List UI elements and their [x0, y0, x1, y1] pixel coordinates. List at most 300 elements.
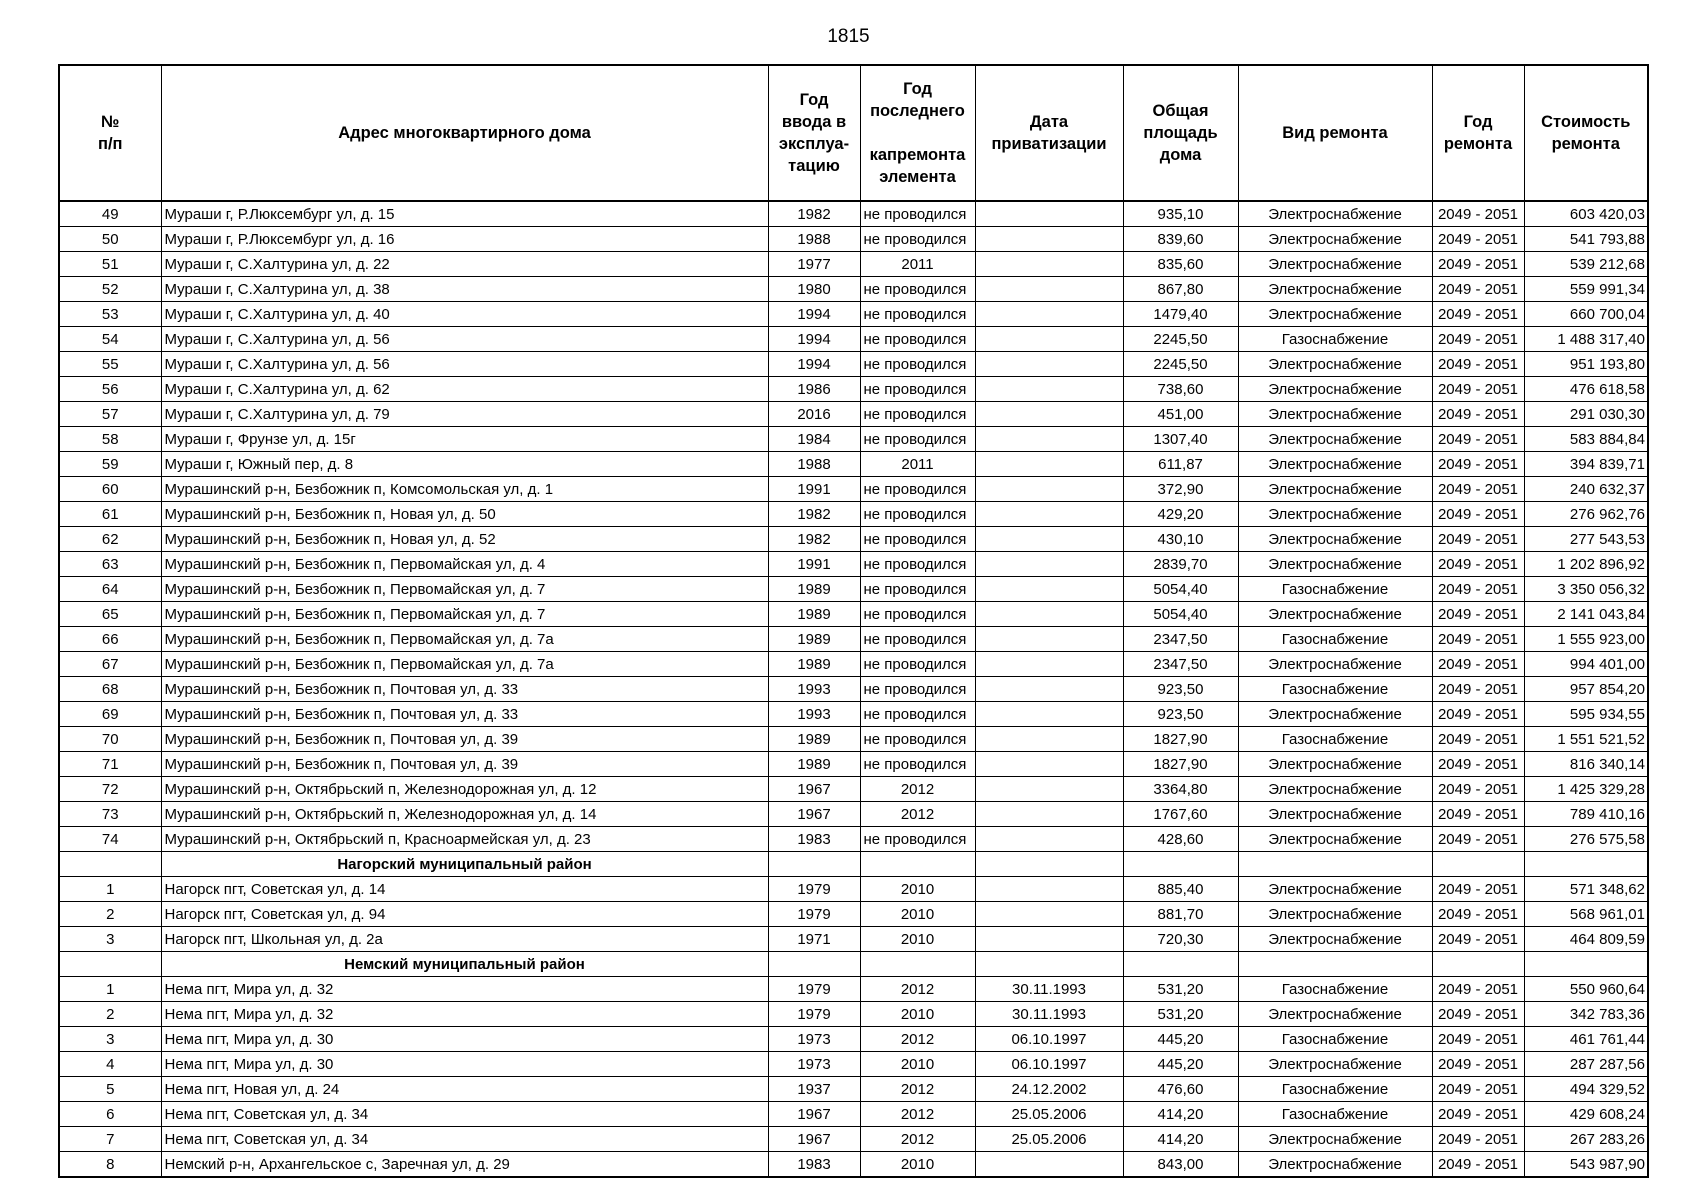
last-repair-cell: не проводился — [860, 752, 975, 777]
address-cell: Нагорск пгт, Советская ул, д. 14 — [161, 877, 768, 902]
privatization-cell — [975, 402, 1123, 427]
cost-cell: 342 783,36 — [1524, 1002, 1648, 1027]
row-number: 3 — [59, 1027, 161, 1052]
area-cell: 1827,90 — [1123, 727, 1238, 752]
privatization-cell — [975, 452, 1123, 477]
row-number: 1 — [59, 877, 161, 902]
repair-type-cell: Электроснабжение — [1238, 352, 1432, 377]
privatization-cell — [975, 277, 1123, 302]
repair-type-cell: Газоснабжение — [1238, 977, 1432, 1002]
address-cell: Нагорск пгт, Советская ул, д. 94 — [161, 902, 768, 927]
last-repair-cell: не проводился — [860, 201, 975, 227]
cost-cell: 276 575,58 — [1524, 827, 1648, 852]
table-row — [59, 752, 1648, 777]
area-cell: 1307,40 — [1123, 427, 1238, 452]
repair-type-cell: Электроснабжение — [1238, 652, 1432, 677]
cost-cell: 3 350 056,32 — [1524, 577, 1648, 602]
address-cell: Мураши г, Р.Люксембург ул, д. 16 — [161, 227, 768, 252]
privatization-cell: 30.11.1993 — [975, 1002, 1123, 1027]
row-number: 64 — [59, 577, 161, 602]
address-cell: Мурашинский р-н, Октябрьский п, Железнодорожная ул, д. 12 — [161, 777, 768, 802]
address-cell: Мураши г, Южный пер, д. 8 — [161, 452, 768, 477]
row-number — [59, 952, 161, 977]
repair-year-cell: 2049 - 2051 — [1432, 252, 1524, 277]
repair-year-cell: 2049 - 2051 — [1432, 377, 1524, 402]
address-cell: Мурашинский р-н, Безбожник п, Новая ул, д. 52 — [161, 527, 768, 552]
row-number: 52 — [59, 277, 161, 302]
year-built-cell: 1971 — [768, 927, 860, 952]
repair-type-cell: Газоснабжение — [1238, 1077, 1432, 1102]
privatization-cell: 06.10.1997 — [975, 1052, 1123, 1077]
table-row — [59, 402, 1648, 427]
repair-type-cell: Электроснабжение — [1238, 1152, 1432, 1178]
address-cell: Мурашинский р-н, Безбожник п, Новая ул, д. 50 — [161, 502, 768, 527]
address-cell: Мурашинский р-н, Безбожник п, Первомайская ул, д. 7 — [161, 577, 768, 602]
row-number: 50 — [59, 227, 161, 252]
year-built-cell: 1991 — [768, 477, 860, 502]
year-built-cell: 1989 — [768, 602, 860, 627]
privatization-cell — [975, 227, 1123, 252]
area-cell: 445,20 — [1123, 1052, 1238, 1077]
privatization-cell — [975, 527, 1123, 552]
area-cell: 5054,40 — [1123, 602, 1238, 627]
section-title: Немский муниципальный район — [161, 952, 768, 977]
table-row — [59, 802, 1648, 827]
repair-type-cell: Электроснабжение — [1238, 201, 1432, 227]
address-cell: Мураши г, С.Халтурина ул, д. 40 — [161, 302, 768, 327]
table-row — [59, 327, 1648, 352]
privatization-cell — [975, 802, 1123, 827]
repair-type-cell: Электроснабжение — [1238, 502, 1432, 527]
row-number: 56 — [59, 377, 161, 402]
table-row — [59, 977, 1648, 1002]
table-row — [59, 1027, 1648, 1052]
area-cell: 531,20 — [1123, 1002, 1238, 1027]
area-cell: 476,60 — [1123, 1077, 1238, 1102]
last-repair-cell: 2012 — [860, 1077, 975, 1102]
last-repair-cell: не проводился — [860, 827, 975, 852]
row-number: 70 — [59, 727, 161, 752]
last-repair-cell: 2010 — [860, 877, 975, 902]
repair-year-cell: 2049 - 2051 — [1432, 702, 1524, 727]
table-row — [59, 827, 1648, 852]
empty-cell — [975, 952, 1123, 977]
repair-type-cell: Газоснабжение — [1238, 727, 1432, 752]
year-built-cell: 1977 — [768, 252, 860, 277]
table-header — [59, 65, 1648, 201]
last-repair-cell: 2010 — [860, 1002, 975, 1027]
cost-cell: 550 960,64 — [1524, 977, 1648, 1002]
year-built-cell: 1973 — [768, 1027, 860, 1052]
repair-year-cell: 2049 - 2051 — [1432, 227, 1524, 252]
privatization-cell — [975, 702, 1123, 727]
last-repair-cell: не проводился — [860, 502, 975, 527]
cost-cell: 394 839,71 — [1524, 452, 1648, 477]
year-built-cell: 1967 — [768, 1127, 860, 1152]
privatization-cell — [975, 502, 1123, 527]
row-number: 8 — [59, 1152, 161, 1178]
privatization-cell — [975, 377, 1123, 402]
year-built-cell: 1979 — [768, 877, 860, 902]
address-cell: Мурашинский р-н, Безбожник п, Почтовая ул, д. 33 — [161, 702, 768, 727]
cost-cell: 568 961,01 — [1524, 902, 1648, 927]
last-repair-cell: не проводился — [860, 427, 975, 452]
year-built-cell: 1982 — [768, 527, 860, 552]
privatization-cell — [975, 577, 1123, 602]
repair-type-cell: Электроснабжение — [1238, 902, 1432, 927]
year-built-cell: 1979 — [768, 1002, 860, 1027]
year-built-cell: 1994 — [768, 352, 860, 377]
cost-cell: 543 987,90 — [1524, 1152, 1648, 1178]
address-cell: Мурашинский р-н, Безбожник п, Комсомольская ул, д. 1 — [161, 477, 768, 502]
row-number: 60 — [59, 477, 161, 502]
table-row — [59, 602, 1648, 627]
privatization-cell — [975, 627, 1123, 652]
repair-type-cell: Электроснабжение — [1238, 702, 1432, 727]
repair-type-cell: Электроснабжение — [1238, 777, 1432, 802]
year-built-cell: 1989 — [768, 577, 860, 602]
repair-type-cell: Электроснабжение — [1238, 802, 1432, 827]
last-repair-cell: не проводился — [860, 377, 975, 402]
year-built-cell: 1991 — [768, 552, 860, 577]
privatization-cell — [975, 727, 1123, 752]
privatization-cell — [975, 1152, 1123, 1178]
address-cell: Нагорск пгт, Школьная ул, д. 2а — [161, 927, 768, 952]
table-row — [59, 201, 1648, 227]
table-row — [59, 777, 1648, 802]
area-cell: 3364,80 — [1123, 777, 1238, 802]
privatization-cell — [975, 827, 1123, 852]
table-row — [59, 927, 1648, 952]
row-number: 57 — [59, 402, 161, 427]
row-number — [59, 852, 161, 877]
repair-year-cell: 2049 - 2051 — [1432, 727, 1524, 752]
repair-type-cell: Электроснабжение — [1238, 427, 1432, 452]
address-cell: Мурашинский р-н, Безбожник п, Первомайская ул, д. 4 — [161, 552, 768, 577]
table-row — [59, 1102, 1648, 1127]
last-repair-cell: не проводился — [860, 677, 975, 702]
repair-type-cell: Электроснабжение — [1238, 552, 1432, 577]
repair-year-cell: 2049 - 2051 — [1432, 1002, 1524, 1027]
privatization-cell — [975, 752, 1123, 777]
header-year-built: Год ввода в эксплуа- тацию — [768, 65, 860, 201]
address-cell: Мураши г, Р.Люксембург ул, д. 15 — [161, 201, 768, 227]
row-number: 61 — [59, 502, 161, 527]
cost-cell: 816 340,14 — [1524, 752, 1648, 777]
year-built-cell: 1979 — [768, 977, 860, 1002]
repair-year-cell: 2049 - 2051 — [1432, 1027, 1524, 1052]
row-number: 2 — [59, 1002, 161, 1027]
repair-year-cell: 2049 - 2051 — [1432, 302, 1524, 327]
year-built-cell: 1967 — [768, 777, 860, 802]
cost-cell: 660 700,04 — [1524, 302, 1648, 327]
privatization-cell — [975, 652, 1123, 677]
last-repair-cell: не проводился — [860, 477, 975, 502]
table-row — [59, 1052, 1648, 1077]
table-row — [59, 877, 1648, 902]
cost-cell: 267 283,26 — [1524, 1127, 1648, 1152]
year-built-cell: 1979 — [768, 902, 860, 927]
year-built-cell: 2016 — [768, 402, 860, 427]
row-number: 63 — [59, 552, 161, 577]
empty-cell — [768, 952, 860, 977]
last-repair-cell: 2011 — [860, 452, 975, 477]
area-cell: 428,60 — [1123, 827, 1238, 852]
last-repair-cell: не проводился — [860, 577, 975, 602]
year-built-cell: 1989 — [768, 727, 860, 752]
section-title: Нагорский муниципальный район — [161, 852, 768, 877]
repair-type-cell: Электроснабжение — [1238, 1002, 1432, 1027]
table-row — [59, 727, 1648, 752]
cost-cell: 476 618,58 — [1524, 377, 1648, 402]
row-number: 72 — [59, 777, 161, 802]
repair-type-cell: Электроснабжение — [1238, 602, 1432, 627]
area-cell: 430,10 — [1123, 527, 1238, 552]
year-built-cell: 1983 — [768, 1152, 860, 1178]
repair-year-cell: 2049 - 2051 — [1432, 577, 1524, 602]
header-repair-type: Вид ремонта — [1238, 65, 1432, 201]
repair-year-cell: 2049 - 2051 — [1432, 827, 1524, 852]
privatization-cell: 25.05.2006 — [975, 1102, 1123, 1127]
last-repair-cell: 2011 — [860, 252, 975, 277]
repair-type-cell: Электроснабжение — [1238, 527, 1432, 552]
empty-cell — [975, 852, 1123, 877]
cost-cell: 1 425 329,28 — [1524, 777, 1648, 802]
privatization-cell — [975, 877, 1123, 902]
address-cell: Мурашинский р-н, Безбожник п, Первомайская ул, д. 7а — [161, 652, 768, 677]
address-cell: Мурашинский р-н, Октябрьский п, Железнодорожная ул, д. 14 — [161, 802, 768, 827]
area-cell: 429,20 — [1123, 502, 1238, 527]
table-row — [59, 252, 1648, 277]
last-repair-cell: 2010 — [860, 927, 975, 952]
repair-year-cell: 2049 - 2051 — [1432, 677, 1524, 702]
table-row — [59, 227, 1648, 252]
header-repair-year: Год ремонта — [1432, 65, 1524, 201]
address-cell: Мурашинский р-н, Безбожник п, Первомайская ул, д. 7 — [161, 602, 768, 627]
address-cell: Нема пгт, Мира ул, д. 30 — [161, 1027, 768, 1052]
cost-cell: 994 401,00 — [1524, 652, 1648, 677]
empty-cell — [768, 852, 860, 877]
address-cell: Нема пгт, Новая ул, д. 24 — [161, 1077, 768, 1102]
privatization-cell — [975, 252, 1123, 277]
area-cell: 923,50 — [1123, 702, 1238, 727]
table-row — [59, 677, 1648, 702]
last-repair-cell: 2012 — [860, 802, 975, 827]
repair-type-cell: Газоснабжение — [1238, 327, 1432, 352]
empty-cell — [1524, 852, 1648, 877]
cost-cell: 957 854,20 — [1524, 677, 1648, 702]
privatization-cell — [975, 677, 1123, 702]
repair-type-cell: Электроснабжение — [1238, 477, 1432, 502]
row-number: 73 — [59, 802, 161, 827]
table-row — [59, 302, 1648, 327]
row-number: 6 — [59, 1102, 161, 1127]
page-number: 1815 — [827, 26, 870, 47]
address-cell: Нема пгт, Мира ул, д. 32 — [161, 1002, 768, 1027]
address-cell: Мураши г, С.Халтурина ул, д. 62 — [161, 377, 768, 402]
table-row — [59, 1077, 1648, 1102]
cost-cell: 240 632,37 — [1524, 477, 1648, 502]
repair-year-cell: 2049 - 2051 — [1432, 402, 1524, 427]
cost-cell: 951 193,80 — [1524, 352, 1648, 377]
repair-year-cell: 2049 - 2051 — [1432, 1127, 1524, 1152]
cost-cell: 429 608,24 — [1524, 1102, 1648, 1127]
empty-cell — [1238, 852, 1432, 877]
header-num: № п/п — [59, 65, 161, 201]
cost-cell: 571 348,62 — [1524, 877, 1648, 902]
row-number: 68 — [59, 677, 161, 702]
row-number: 71 — [59, 752, 161, 777]
header-area: Общая площадь дома — [1123, 65, 1238, 201]
area-cell: 1767,60 — [1123, 802, 1238, 827]
repair-year-cell: 2049 - 2051 — [1432, 652, 1524, 677]
cost-cell: 595 934,55 — [1524, 702, 1648, 727]
repair-type-cell: Газоснабжение — [1238, 1027, 1432, 1052]
table-row — [59, 577, 1648, 602]
last-repair-cell: не проводился — [860, 402, 975, 427]
cost-cell: 789 410,16 — [1524, 802, 1648, 827]
repair-type-cell: Газоснабжение — [1238, 677, 1432, 702]
area-cell: 720,30 — [1123, 927, 1238, 952]
year-built-cell: 1983 — [768, 827, 860, 852]
cost-cell: 1 551 521,52 — [1524, 727, 1648, 752]
row-number: 2 — [59, 902, 161, 927]
repair-year-cell: 2049 - 2051 — [1432, 327, 1524, 352]
privatization-cell: 06.10.1997 — [975, 1027, 1123, 1052]
address-cell: Мураши г, С.Халтурина ул, д. 22 — [161, 252, 768, 277]
repair-year-cell: 2049 - 2051 — [1432, 777, 1524, 802]
last-repair-cell: 2012 — [860, 977, 975, 1002]
area-cell: 839,60 — [1123, 227, 1238, 252]
cost-cell: 464 809,59 — [1524, 927, 1648, 952]
table-row — [59, 902, 1648, 927]
last-repair-cell: не проводился — [860, 552, 975, 577]
privatization-cell: 24.12.2002 — [975, 1077, 1123, 1102]
repair-type-cell: Электроснабжение — [1238, 752, 1432, 777]
address-cell: Мурашинский р-н, Октябрьский п, Красноармейская ул, д. 23 — [161, 827, 768, 852]
cost-cell: 583 884,84 — [1524, 427, 1648, 452]
last-repair-cell: 2010 — [860, 1052, 975, 1077]
last-repair-cell: не проводился — [860, 327, 975, 352]
table-body — [59, 201, 1648, 1177]
privatization-cell — [975, 477, 1123, 502]
privatization-cell — [975, 602, 1123, 627]
row-number: 74 — [59, 827, 161, 852]
last-repair-cell: не проводился — [860, 302, 975, 327]
cost-cell: 277 543,53 — [1524, 527, 1648, 552]
area-cell: 867,80 — [1123, 277, 1238, 302]
privatization-cell — [975, 201, 1123, 227]
address-cell: Мураши г, Фрунзе ул, д. 15г — [161, 427, 768, 452]
address-cell: Мурашинский р-н, Безбожник п, Почтовая ул, д. 33 — [161, 677, 768, 702]
repair-year-cell: 2049 - 2051 — [1432, 977, 1524, 1002]
area-cell: 445,20 — [1123, 1027, 1238, 1052]
table-row — [59, 277, 1648, 302]
repair-year-cell: 2049 - 2051 — [1432, 1052, 1524, 1077]
repair-type-cell: Газоснабжение — [1238, 577, 1432, 602]
repair-type-cell: Электроснабжение — [1238, 1127, 1432, 1152]
row-number: 54 — [59, 327, 161, 352]
address-cell: Мурашинский р-н, Безбожник п, Первомайская ул, д. 7а — [161, 627, 768, 652]
address-cell: Нема пгт, Мира ул, д. 30 — [161, 1052, 768, 1077]
privatization-cell: 30.11.1993 — [975, 977, 1123, 1002]
repair-year-cell: 2049 - 2051 — [1432, 477, 1524, 502]
year-built-cell: 1980 — [768, 277, 860, 302]
header-address: Адрес многоквартирного дома — [161, 65, 768, 201]
repair-type-cell: Электроснабжение — [1238, 877, 1432, 902]
table-row — [59, 1152, 1648, 1178]
address-cell: Нема пгт, Мира ул, д. 32 — [161, 977, 768, 1002]
row-number: 59 — [59, 452, 161, 477]
area-cell: 923,50 — [1123, 677, 1238, 702]
repair-year-cell: 2049 - 2051 — [1432, 502, 1524, 527]
repair-type-cell: Электроснабжение — [1238, 1052, 1432, 1077]
table-row — [59, 702, 1648, 727]
last-repair-cell: не проводился — [860, 277, 975, 302]
area-cell: 531,20 — [1123, 977, 1238, 1002]
row-number: 3 — [59, 927, 161, 952]
privatization-cell — [975, 302, 1123, 327]
year-built-cell: 1982 — [768, 502, 860, 527]
cost-cell: 1 555 923,00 — [1524, 627, 1648, 652]
repair-year-cell: 2049 - 2051 — [1432, 552, 1524, 577]
section-row — [59, 852, 1648, 877]
address-cell: Мураши г, С.Халтурина ул, д. 79 — [161, 402, 768, 427]
table-row — [59, 352, 1648, 377]
area-cell: 935,10 — [1123, 201, 1238, 227]
last-repair-cell: 2010 — [860, 902, 975, 927]
repair-year-cell: 2049 - 2051 — [1432, 352, 1524, 377]
repair-type-cell: Электроснабжение — [1238, 302, 1432, 327]
year-built-cell: 1993 — [768, 677, 860, 702]
empty-cell — [1123, 952, 1238, 977]
year-built-cell: 1984 — [768, 427, 860, 452]
cost-cell: 559 991,34 — [1524, 277, 1648, 302]
area-cell: 372,90 — [1123, 477, 1238, 502]
empty-cell — [1524, 952, 1648, 977]
header-privatization: Дата приватизации — [975, 65, 1123, 201]
empty-cell — [1432, 852, 1524, 877]
last-repair-cell: не проводился — [860, 702, 975, 727]
year-built-cell: 1967 — [768, 802, 860, 827]
repair-type-cell: Электроснабжение — [1238, 227, 1432, 252]
year-built-cell: 1989 — [768, 752, 860, 777]
cost-cell: 291 030,30 — [1524, 402, 1648, 427]
table-row — [59, 1002, 1648, 1027]
address-cell: Мурашинский р-н, Безбожник п, Почтовая ул, д. 39 — [161, 727, 768, 752]
repair-type-cell: Электроснабжение — [1238, 277, 1432, 302]
address-cell: Немский р-н, Архангельское с, Заречная ул, д. 29 — [161, 1152, 768, 1178]
cost-cell: 603 420,03 — [1524, 201, 1648, 227]
row-number: 1 — [59, 977, 161, 1002]
table-row — [59, 377, 1648, 402]
privatization-cell — [975, 327, 1123, 352]
area-cell: 5054,40 — [1123, 577, 1238, 602]
year-built-cell: 1986 — [768, 377, 860, 402]
address-cell: Мураши г, С.Халтурина ул, д. 38 — [161, 277, 768, 302]
cost-cell: 1 202 896,92 — [1524, 552, 1648, 577]
last-repair-cell: не проводился — [860, 527, 975, 552]
privatization-cell — [975, 927, 1123, 952]
last-repair-cell: не проводился — [860, 727, 975, 752]
last-repair-cell: 2012 — [860, 1027, 975, 1052]
last-repair-cell: 2012 — [860, 777, 975, 802]
row-number: 7 — [59, 1127, 161, 1152]
repair-year-cell: 2049 - 2051 — [1432, 627, 1524, 652]
repair-year-cell: 2049 - 2051 — [1432, 277, 1524, 302]
last-repair-cell: не проводился — [860, 652, 975, 677]
repair-type-cell: Электроснабжение — [1238, 402, 1432, 427]
